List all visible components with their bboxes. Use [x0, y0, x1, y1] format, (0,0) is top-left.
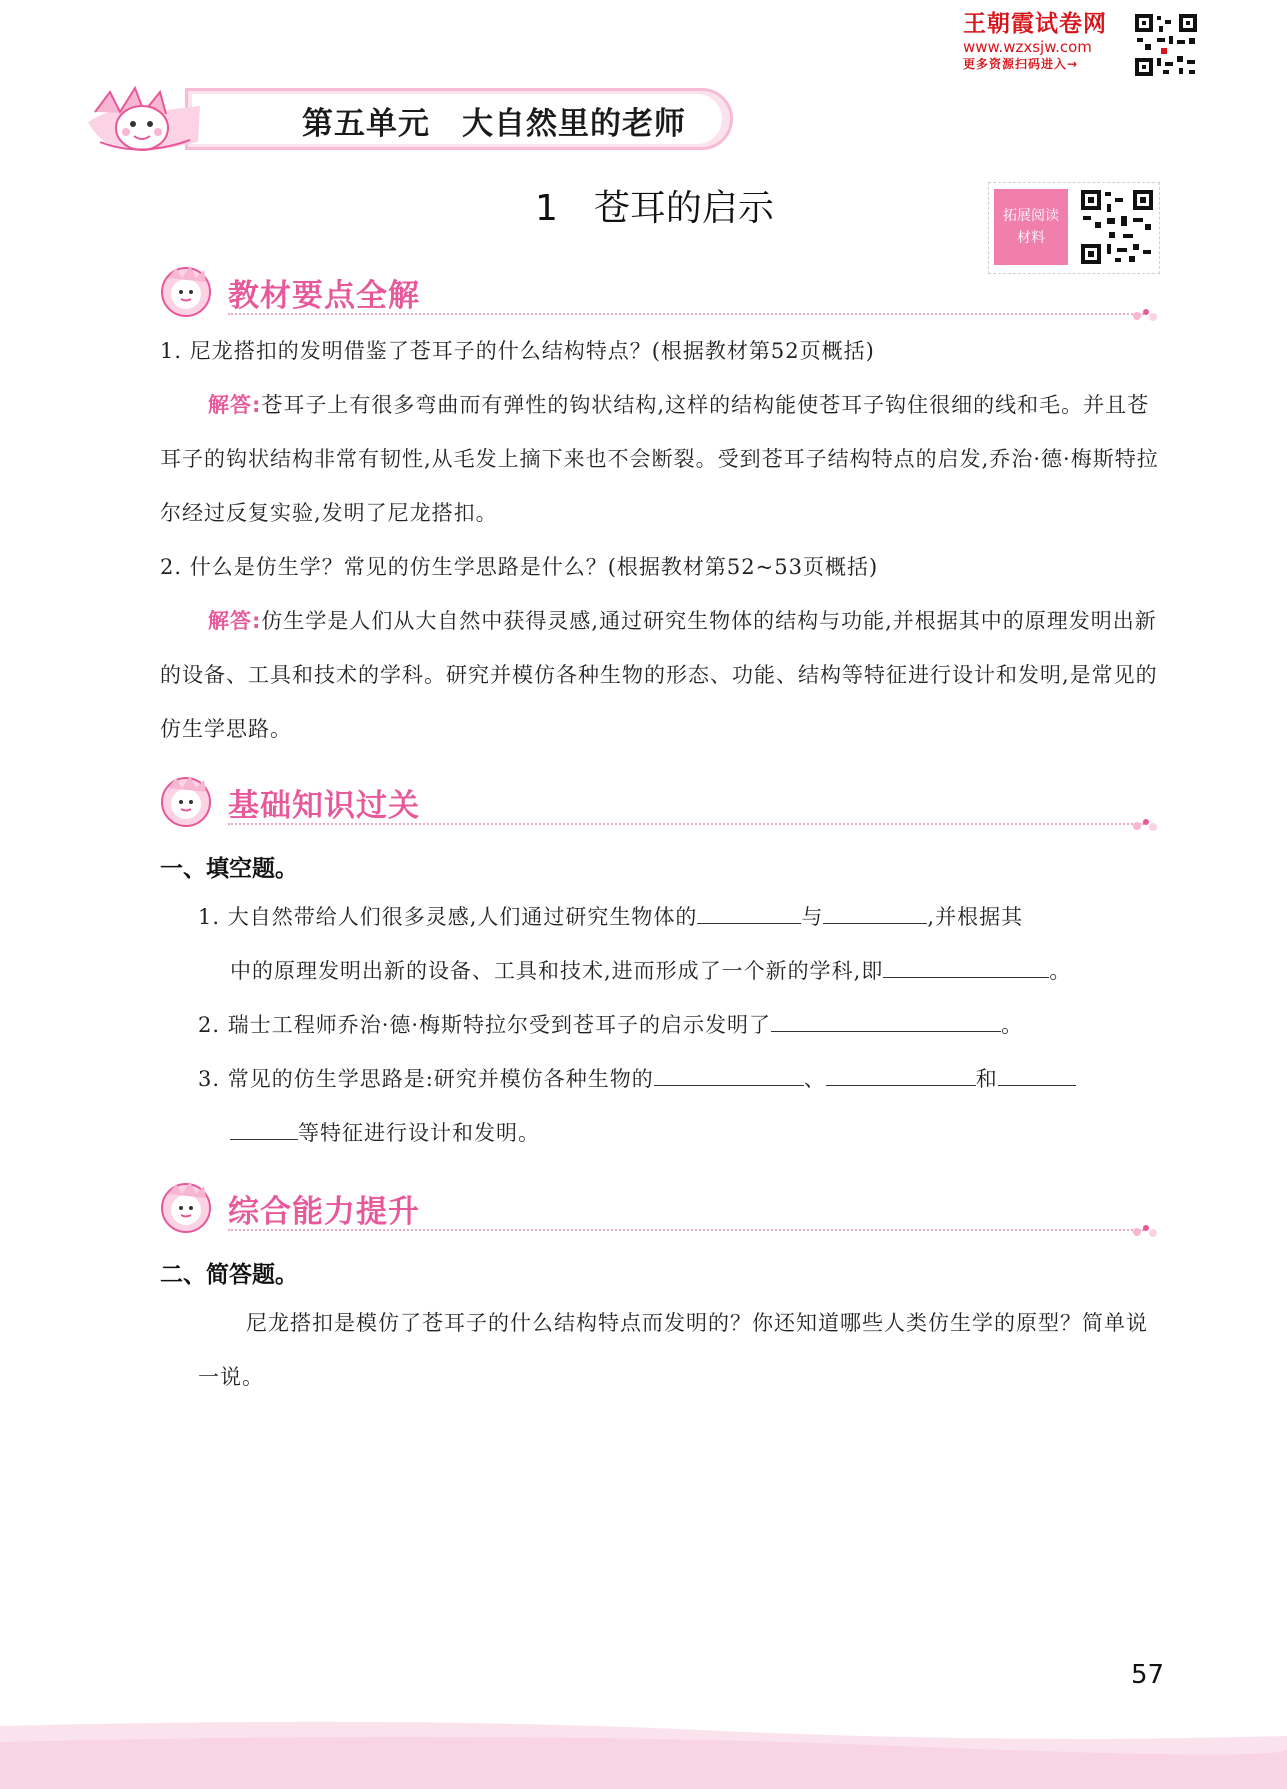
section-title: 教材要点全解: [228, 278, 420, 314]
answer-blank[interactable]: [883, 956, 1049, 978]
mascot-icon: [80, 82, 210, 160]
answer-text: 苍耳子上有很多弯曲而有弹性的钩状结构,这样的结构能使苍耳子钩住很细的线和毛。并且苍耳子的钩状结构非常有韧性,从毛发上摘下来也不会断裂。受到苍耳子结构特点的启发,乔治·德·梅斯特拉尔经过反复实验,发明了尼龙搭扣。: [160, 393, 1159, 525]
key-point-question-1: 1. 尼龙搭扣的发明借鉴了苍耳子的什么结构特点？(根据教材第52页概括): [160, 339, 875, 363]
answer-blank[interactable]: [826, 1064, 976, 1086]
decorative-dots-icon: [1132, 306, 1158, 322]
lesson-title: 1 苍耳的启示: [535, 188, 774, 229]
section-header-key-points: [158, 262, 1158, 320]
decorative-dots-icon: [1132, 1222, 1158, 1238]
unit-banner: [80, 82, 686, 160]
answer-blank[interactable]: [823, 902, 927, 924]
answer-label: 解答:: [208, 609, 262, 633]
extended-reading-label[interactable]: 拓展阅读 材料: [994, 189, 1068, 265]
mascot-badge-icon: [158, 1180, 218, 1234]
mascot-badge-icon: [158, 264, 218, 318]
page-number: 57: [1131, 1660, 1165, 1690]
fill-blank-question-1: 1. 大自然带给人们很多灵感,人们通过研究生物体的 与 ,并根据其: [198, 890, 1160, 944]
answer-blank[interactable]: [230, 1118, 298, 1140]
short-answer-question: 尼龙搭扣是模仿了苍耳子的什么结构特点而发明的？你还知道哪些人类仿生学的原型？简单说一说。: [198, 1311, 1148, 1389]
answer-blank[interactable]: [771, 1010, 1001, 1032]
extended-reading-box[interactable]: [988, 182, 1160, 274]
section-title: 综合能力提升: [228, 1194, 420, 1230]
answer-blank[interactable]: [654, 1064, 804, 1086]
section-title: 基础知识过关: [228, 788, 420, 824]
answer-blank[interactable]: [697, 902, 801, 924]
answer-blank[interactable]: [998, 1064, 1076, 1086]
key-point-answer-2: [160, 594, 1160, 756]
fill-blank-question-1-cont: 中的原理发明出新的设备、工具和技术,进而形成了一个新的学科,即 。: [230, 944, 1160, 998]
fill-blank-question-3: 3. 常见的仿生学思路是:研究并模仿各种生物的 、 和: [198, 1052, 1160, 1106]
brand-url[interactable]: www.wzxsjw.com: [963, 38, 1092, 56]
key-point-question-2: 2. 什么是仿生学？常见的仿生学思路是什么？(根据教材第52~53页概括): [160, 555, 879, 579]
fill-blank-question-3-cont: 等特征进行设计和发明。: [230, 1106, 1160, 1160]
decorative-dots-icon: [1132, 816, 1158, 832]
mascot-badge-icon: [158, 774, 218, 828]
answer-label: 解答:: [208, 393, 262, 417]
part-heading-fill-blank: 一、填空题。: [160, 856, 298, 882]
part-heading-short-answer: 二、简答题。: [160, 1262, 298, 1288]
qr-code-icon[interactable]: [1133, 12, 1199, 78]
unit-title: 第五单元 大自然里的老师: [302, 106, 686, 142]
answer-text: 仿生学是人们从大自然中获得灵感,通过研究生物体的结构与功能,并根据其中的原理发明出新的设备、工具和技术的学科。研究并模仿各种生物的形态、功能、结构等特征进行设计和发明,是常见的仿生学思路。: [160, 609, 1158, 741]
section-header-basics: [158, 772, 1158, 830]
brand-block: [963, 10, 1133, 72]
qr-code-icon[interactable]: [1079, 188, 1155, 266]
fill-blank-question-2: 2. 瑞士工程师乔治·德·梅斯特拉尔受到苍耳子的启示发明了 。: [198, 998, 1160, 1052]
section-header-ability: [158, 1178, 1158, 1236]
key-point-answer-1: [160, 378, 1160, 540]
brand-tip: 更多资源扫码进入→: [963, 57, 1079, 71]
brand-name: 王朝霞试卷网: [963, 11, 1107, 37]
bottom-decorative-band: [0, 1712, 1287, 1789]
